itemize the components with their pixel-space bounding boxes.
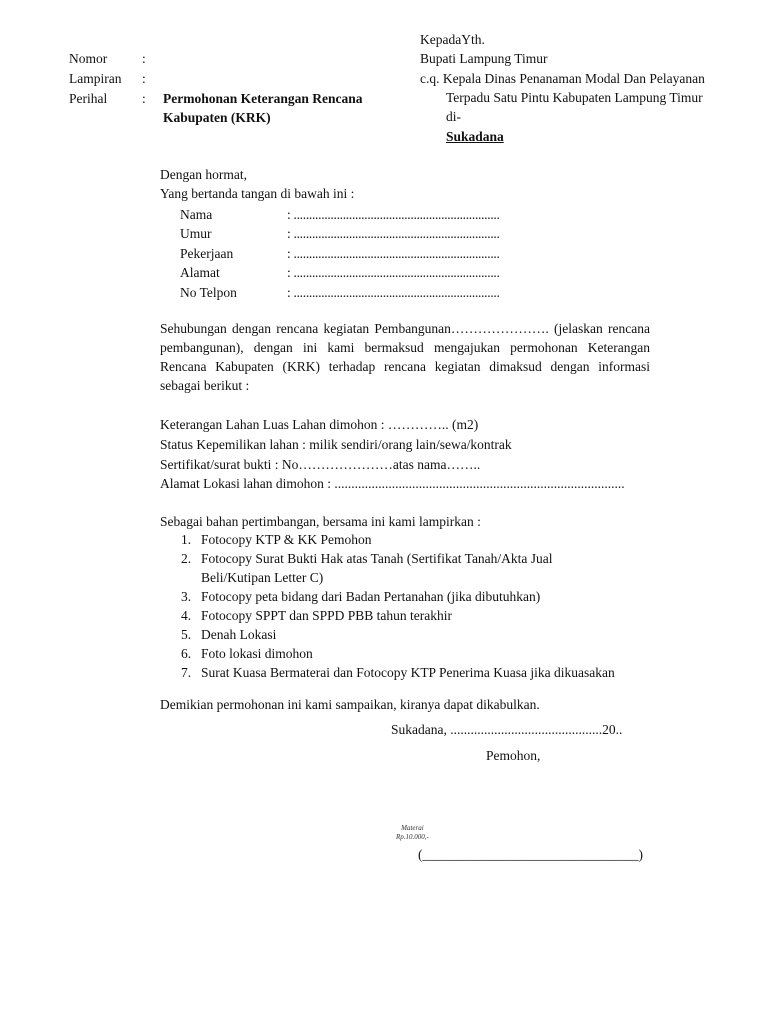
- perihal-colon: :: [142, 91, 146, 106]
- list-item-number: 3.: [181, 589, 192, 604]
- list-item-text: Surat Kuasa Bermaterai dan Fotocopy KTP Penerima Kuasa jika dikuasakan: [201, 665, 615, 680]
- addressee-city: Sukadana: [446, 129, 504, 144]
- list-item-number: 5.: [181, 627, 192, 642]
- list-item-number: 6.: [181, 646, 192, 661]
- field-value-telpon: : ...................................................................: [287, 284, 500, 300]
- field-value-nama: : ...................................................................: [287, 207, 500, 222]
- applicant-label: Pemohon,: [486, 748, 541, 763]
- lampiran-label: Lampiran: [69, 71, 122, 86]
- addressee-line-4: Terpadu Satu Pintu Kabupaten Lampung Timur: [446, 90, 703, 105]
- list-item: [181, 644, 651, 663]
- list-item-text: Fotocopy KTP & KK Pemohon: [201, 532, 372, 547]
- list-item: [181, 625, 651, 644]
- lampiran-colon: :: [142, 71, 146, 86]
- land-ownership-line: Status Kepemilikan lahan : milik sendiri/orang lain/sewa/kontrak: [160, 437, 512, 452]
- list-item: [181, 530, 651, 549]
- list-item-text: Foto lokasi dimohon: [201, 646, 313, 661]
- subject-line-1: Permohonan Keterangan Rencana: [163, 91, 363, 106]
- list-item: [181, 606, 651, 625]
- subject: [163, 89, 363, 127]
- nomor-colon: :: [142, 51, 146, 66]
- list-item: [181, 663, 651, 682]
- attachments-intro: Sebagai bahan pertimbangan, bersama ini kami lampirkan :: [160, 514, 481, 529]
- list-item-text: Denah Lokasi: [201, 627, 277, 642]
- list-item-text: Fotocopy SPPT dan SPPD PBB tahun terakhir: [201, 608, 453, 623]
- list-item: [181, 549, 581, 587]
- addressee-line-2: Bupati Lampung Timur: [420, 51, 548, 66]
- list-item-text: Fotocopy peta bidang dari Badan Pertanahan (jika dibutuhkan): [201, 589, 541, 604]
- perihal-label: Perihal: [69, 91, 108, 106]
- greeting: Dengan hormat,: [160, 167, 247, 182]
- list-item-number: 2.: [181, 551, 192, 566]
- land-area-line: Keterangan Lahan Luas Lahan dimohon : ………….. (m2): [160, 417, 479, 432]
- nomor-label: Nomor: [69, 51, 108, 66]
- paragraph-purpose: Sehubungan dengan rencana kegiatan Pembangunan…………………. (jelaskan rencana pembangunan), dengan ini kami bermaksud mengajukan permohonan Keterangan Rencana Kabupaten (KRK) terhadap rencana kegiatan dimaksud dengan informasi sebagai berikut :: [160, 321, 650, 393]
- field-value-umur: : ...................................................................: [287, 226, 500, 242]
- attachments-list: [181, 530, 651, 682]
- field-label-nama: Nama: [180, 207, 213, 222]
- materai-label: Materai: [401, 824, 424, 832]
- addressee-line-5: di-: [446, 109, 461, 124]
- intro-text: Yang bertanda tangan di bawah ini :: [160, 186, 355, 201]
- list-item-text: Fotocopy Surat Bukti Hak atas Tanah (Sertifikat Tanah/Akta Jual Beli/Kutipan Letter C): [201, 551, 553, 585]
- addressee-line-3: c.q. Kepala Dinas Penanaman Modal Dan Pelayanan: [420, 71, 705, 86]
- land-location-line: Alamat Lokasi lahan dimohon : ......................................................................................: [160, 476, 625, 491]
- field-value-alamat: : ...................................................................: [287, 265, 500, 281]
- land-certificate-line: Sertifikat/surat bukti : No…………………atas nama……..: [160, 457, 481, 472]
- field-label-telpon: No Telpon: [180, 284, 237, 300]
- field-label-umur: Umur: [180, 226, 212, 242]
- field-label-pekerjaan: Pekerjaan: [180, 245, 234, 261]
- materai-stamp-note: [396, 824, 429, 842]
- subject-line-2: Kabupaten (KRK): [163, 110, 271, 125]
- place-date: Sukadana, .............................................20..: [391, 722, 623, 737]
- field-value-pekerjaan: : ...................................................................: [287, 245, 500, 261]
- closing-text: Demikian permohonan ini kami sampaikan, kiranya dapat dikabulkan.: [160, 697, 540, 712]
- addressee-line-1: KepadaYth.: [420, 32, 485, 47]
- field-label-alamat: Alamat: [180, 265, 220, 281]
- list-item-number: 7.: [181, 665, 192, 680]
- list-item: [181, 587, 651, 606]
- materai-amount: Rp.10.000,-: [396, 833, 429, 841]
- list-item-number: 4.: [181, 608, 192, 623]
- signature-line: (________________________________): [418, 847, 643, 862]
- list-item-number: 1.: [181, 532, 192, 547]
